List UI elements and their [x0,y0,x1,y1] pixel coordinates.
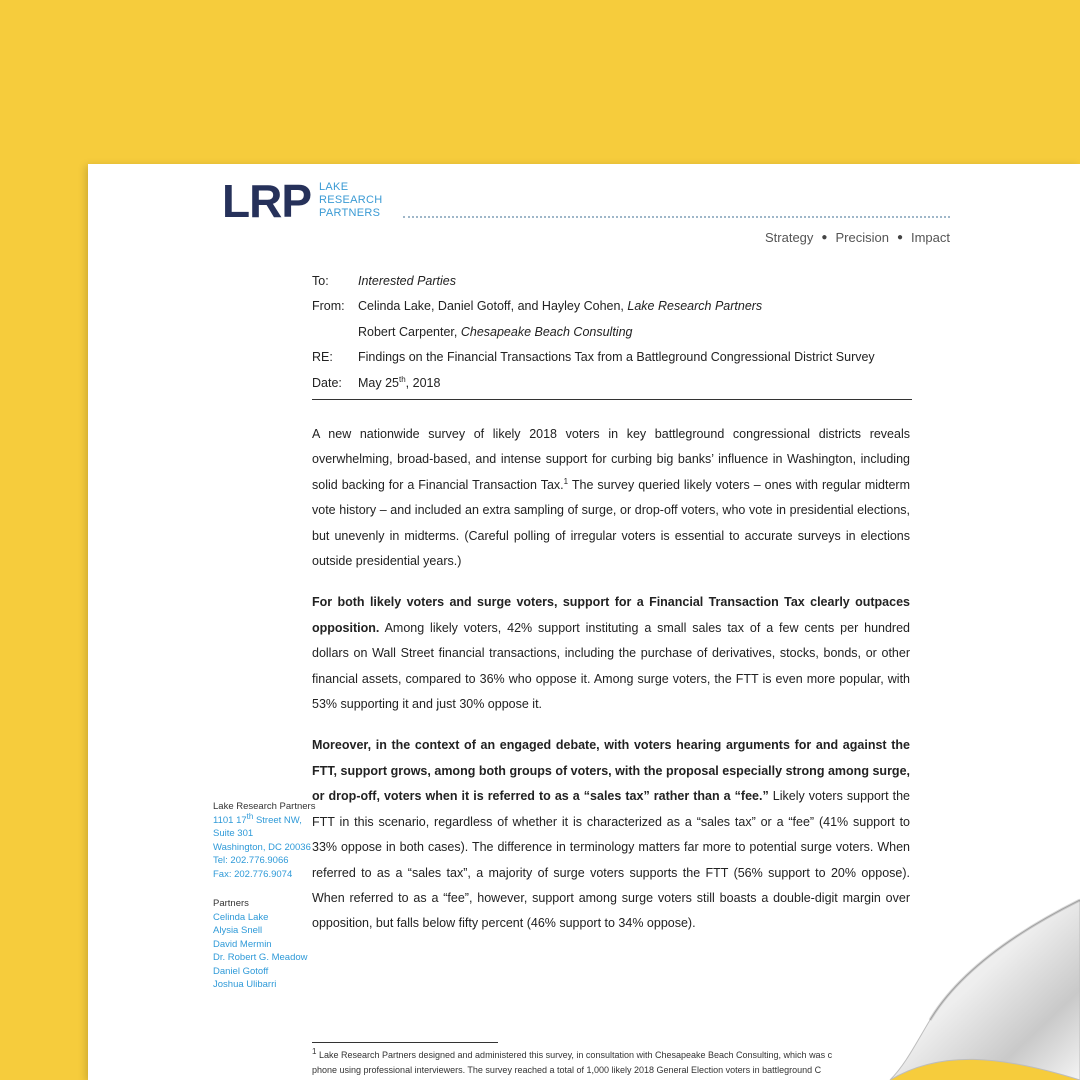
from2-name: Robert Carpenter, [358,324,461,339]
logo-word-partners: PARTNERS [319,207,381,219]
page-curl-icon [850,880,1080,1080]
to-value: Interested Parties [358,273,456,288]
re-value: Findings on the Financial Transactions Tax from a Battleground Congressional District Survey [358,350,875,365]
from-names: Celinda Lake, Daniel Gotoff, and Hayley Cohen, [358,299,628,314]
bullet-icon: ● [896,232,903,243]
date-value: May 25th, 2018 [358,374,441,390]
memo-from2-row [312,319,875,345]
logo-mark: LRP [222,175,311,227]
memo-date-row [312,370,875,396]
date-label: Date: [312,375,342,390]
memo-header [312,268,875,396]
footnote [312,1048,872,1078]
sidebar-tel: Tel: 202.776.9066 [213,855,289,866]
sidebar-address-2: Suite 301 [213,828,254,839]
header-dotted-divider [403,216,950,218]
to-label: To: [312,273,329,288]
footnote-line-2: phone using professional interviewers. The survey reached a total of 1,000 likely 2018 General Election voters in battleground C [312,1065,822,1075]
from-label: From: [312,299,345,314]
contact-sidebar [213,800,315,992]
memo-to-row [312,268,875,294]
partner-name: Joshua Ulibarri [213,979,277,990]
tagline [765,230,950,245]
footnote-line-1: $^1$ Lake Research Partners designed and administered this survey, in consultation with Chesapeake Beach Consulting, which was c [312,1047,833,1060]
logo-word-lake: LAKE [319,181,349,193]
sidebar-address-3: Washington, DC 20036 [213,841,311,853]
from2-org: Chesapeake Beach Consulting [460,324,633,339]
memo-re-row [312,345,875,371]
memo-page [88,164,1080,1080]
bullet-icon: ● [821,232,828,243]
partner-name: Dr. Robert G. Meadow [213,952,308,963]
partner-name: Daniel Gotoff [213,965,269,977]
partner-name: Alysia Snell [213,925,263,936]
memo-divider [312,399,912,400]
paragraph-3: Moreover, in the context of an engaged debate, with voters hearing arguments for and against the FTT, support grows, among both groups of voters, with the proposal especially strong among surge, or drop-off, voters when it is referred to as a “sales tax” rather than a “fee.” Likely voters support the FTT in this scenario, regardless of whether it is characterized as a “sales tax” or a “fee” (41% support to 33% oppose in both cases). The difference in terminology matters far more to potential surge voters. When referred to as a “sales tax”, a majority of surge voters supports the FTT (56% support to 20% oppose). When referred to as a “fee”, however, support among surge voters still boasts a double-digit margin over opposition, but falls below fifty percent (46% support to 34% oppose). [312,738,910,931]
paragraph-1: A new nationwide survey of likely 2018 voters in key battleground congressional districts reveals overwhelming, broad-based, and intense support for curbing big banks’ influence in Washington, including solid backing for a Financial Transaction Tax.$^1$ The survey queried likely voters – ones with regular midterm vote history – and included an extra sampling of surge, or drop-off voters, who vote in presidential elections, but unevenly in midterms. (Careful polling of irregular voters is essential to accurate surveys in elections outside presidential years.) [312,427,911,569]
sidebar-partners-heading: Partners [213,898,249,909]
tagline-precision: Precision [835,230,889,245]
partner-name: David Mermin [213,938,272,950]
lrp-logo [222,175,383,227]
memo-from-row [312,294,875,320]
re-label: RE: [312,350,333,365]
footnote-ref[interactable]: 1 [563,476,569,486]
memo-body [312,422,910,953]
sidebar-company: Lake Research Partners [213,801,316,812]
logo-word-research: RESEARCH [319,194,383,206]
tagline-impact: Impact [910,230,950,245]
from-org: Lake Research Partners [627,299,763,314]
paragraph-2: For both likely voters and surge voters, support for a Financial Transaction Tax clearly outpaces opposition. Among likely voters, 42% support instituting a small sales tax of a few cents per hundred dollars on Wall Street financial transactions, including the purchase of derivatives, stocks, bonds, or other financial assets, compared to 36% who oppose it. Among surge voters, the FTT is even more popular, with 53% supporting it and just 30% oppose it. [312,595,910,712]
sidebar-address-1: 1101 17th Street NW, [213,811,302,826]
sidebar-fax: Fax: 202.776.9074 [213,868,293,880]
logo-words [319,181,383,220]
partner-name: Celinda Lake [213,911,269,923]
tagline-strategy: Strategy [765,230,814,245]
footnote-divider [312,1042,498,1043]
